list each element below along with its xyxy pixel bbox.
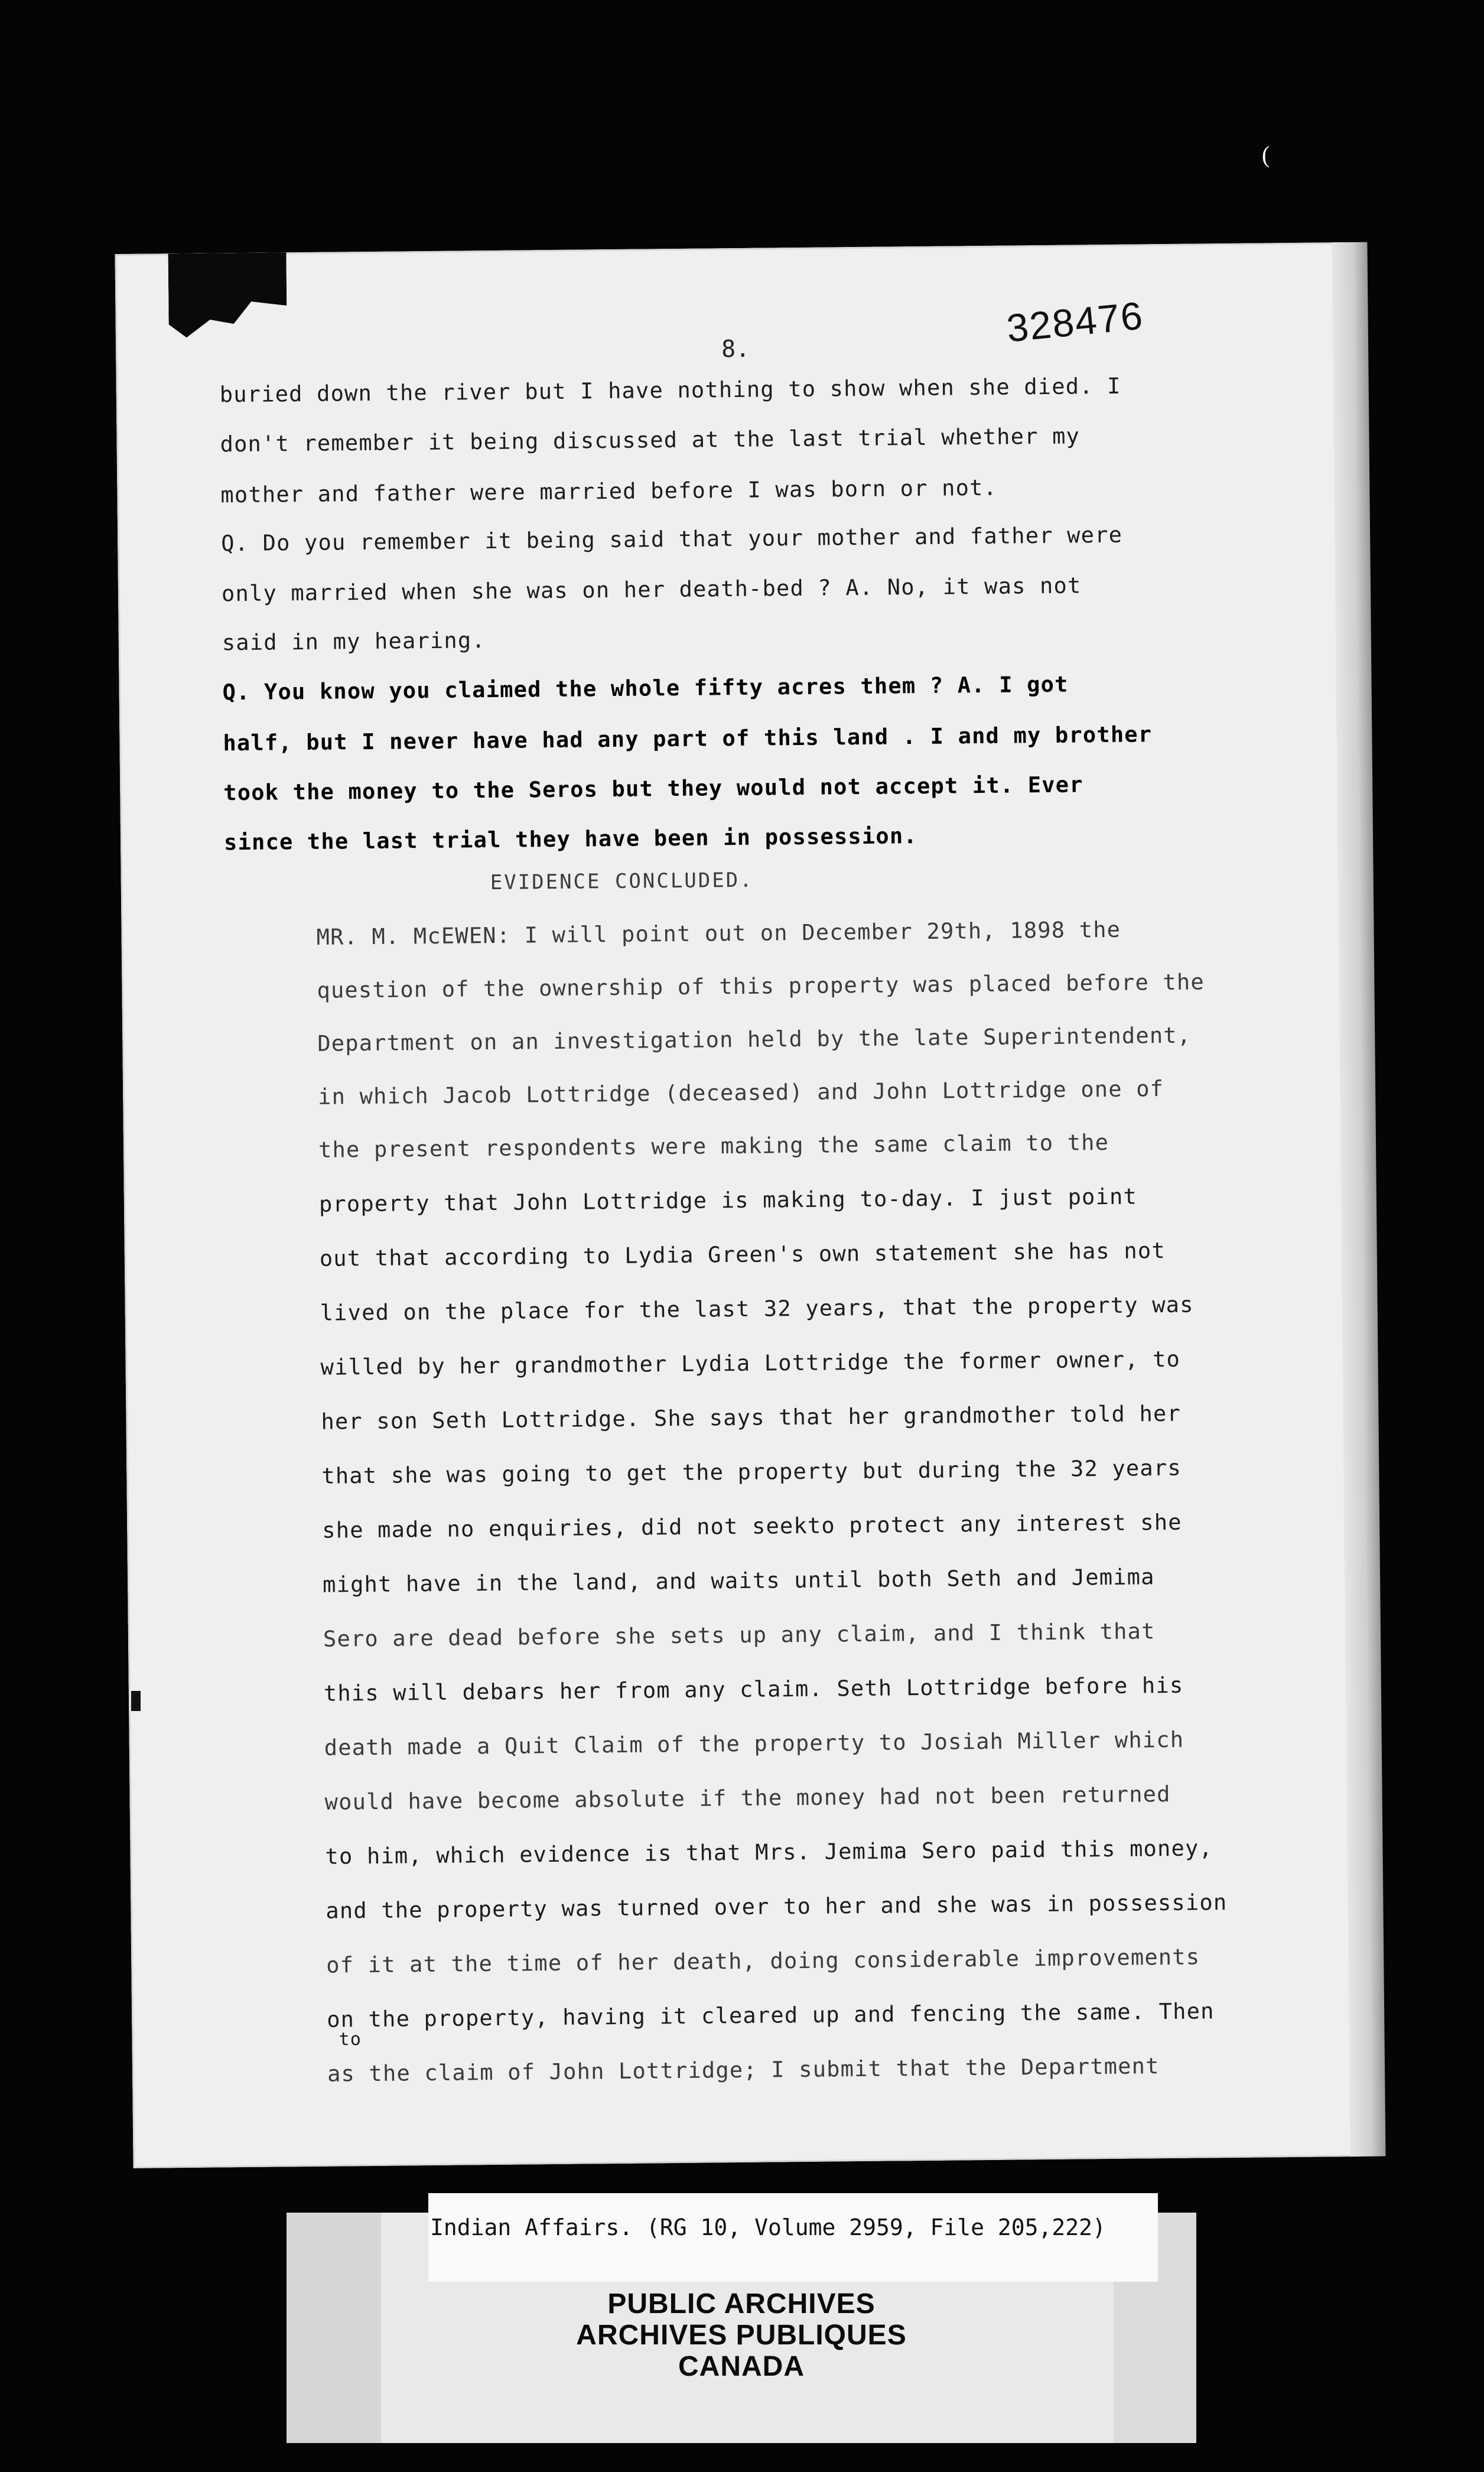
argument-line: Sero are dead before she sets up any claim, and I think that: [323, 1618, 1156, 1652]
section-heading: EVIDENCE CONCLUDED.: [490, 868, 754, 895]
argument-line: would have become absolute if the money had not been returned: [324, 1781, 1171, 1815]
argument-line: lived on the place for the last 32 years, that the property was: [320, 1292, 1194, 1326]
argument-line: in which Jacob Lottridge (deceased) and John Lottridge one of: [317, 1076, 1164, 1110]
archive-name-french: ARCHIVES PUBLIQUES: [576, 2320, 907, 2351]
archive-country: CANADA: [678, 2351, 805, 2382]
argument-line: out that according to Lydia Green's own statement she has not: [319, 1238, 1166, 1271]
argument-line: of it at the time of her death, doing considerable improvements: [326, 1944, 1200, 1978]
argument-line: question of the ownership of this property was placed before the: [317, 969, 1205, 1003]
question-line: Q. Do you remember it being said that your mother and father were: [221, 522, 1123, 557]
argument-line: the present respondents were making the same claim to the: [318, 1129, 1109, 1163]
argument-line: death made a Quit Claim of the property to Josiah Miller which: [324, 1726, 1184, 1761]
argument-line: Department on an investigation held by the late Superintendent,: [317, 1022, 1192, 1056]
handwritten-file-number: 328476: [1004, 293, 1145, 350]
argument-line: to him, which evidence is that Mrs. Jemima Sero paid this money,: [325, 1835, 1213, 1869]
text-line: mother and father were married before I was born or not.: [220, 474, 998, 508]
argument-line: that she was going to get the property but during the 32 years: [321, 1455, 1182, 1489]
argument-line: on the property, having it cleared up and fencing the same. Then: [326, 1998, 1215, 2032]
source-reference: Indian Affairs. (RG 10, Volume 2959, File 205,222): [430, 2214, 1106, 2240]
answer-line: since the last trial they have been in possession.: [223, 823, 918, 856]
argument-line: MR. M. McEWEN: I will point out on December 29th, 1898 the: [316, 916, 1121, 950]
text-line: buried down the river but I have nothing to show when she died. I: [219, 373, 1121, 408]
answer-line: half, but I never have had any part of this land . I and my brother: [223, 721, 1153, 756]
text-line: don't remember it being discussed at the last trial whether my: [220, 423, 1081, 457]
argument-line: might have in the land, and waits until both Seth and Jemima: [322, 1564, 1155, 1598]
argument-line: as the claim of John Lottridge; I submit that the Department: [327, 2053, 1160, 2087]
answer-line: took the money to the Seros but they would not accept it. Ever: [223, 772, 1083, 806]
page-edge-mark: [131, 1691, 141, 1711]
argument-line: her son Seth Lottridge. She says that her grandmother told her: [321, 1400, 1182, 1435]
typed-document-page: [115, 242, 1362, 2168]
torn-corner: [168, 252, 287, 342]
answer-line: said in my hearing.: [222, 627, 486, 656]
film-mark: (: [1262, 141, 1270, 168]
answer-line: only married when she was on her death-bed ? A. No, it was not: [221, 573, 1082, 607]
argument-line: this will debars her from any claim. Seth Lottridge before his: [323, 1672, 1184, 1706]
argument-line: she made no enquiries, did not seekto protect any interest she: [322, 1509, 1182, 1543]
handwritten-insertion: to: [339, 2029, 362, 2050]
question-line: Q. You know you claimed the whole fifty acres them ? A. I got: [222, 671, 1069, 705]
archive-name-english: PUBLIC ARCHIVES: [607, 2288, 876, 2320]
argument-line: willed by her grandmother Lydia Lottridge the former owner, to: [320, 1346, 1181, 1380]
argument-line: property that John Lottridge is making to-day. I just point: [318, 1183, 1138, 1217]
argument-line: and the property was turned over to her and she was in possession: [326, 1889, 1228, 1924]
page-number: 8.: [721, 335, 750, 363]
